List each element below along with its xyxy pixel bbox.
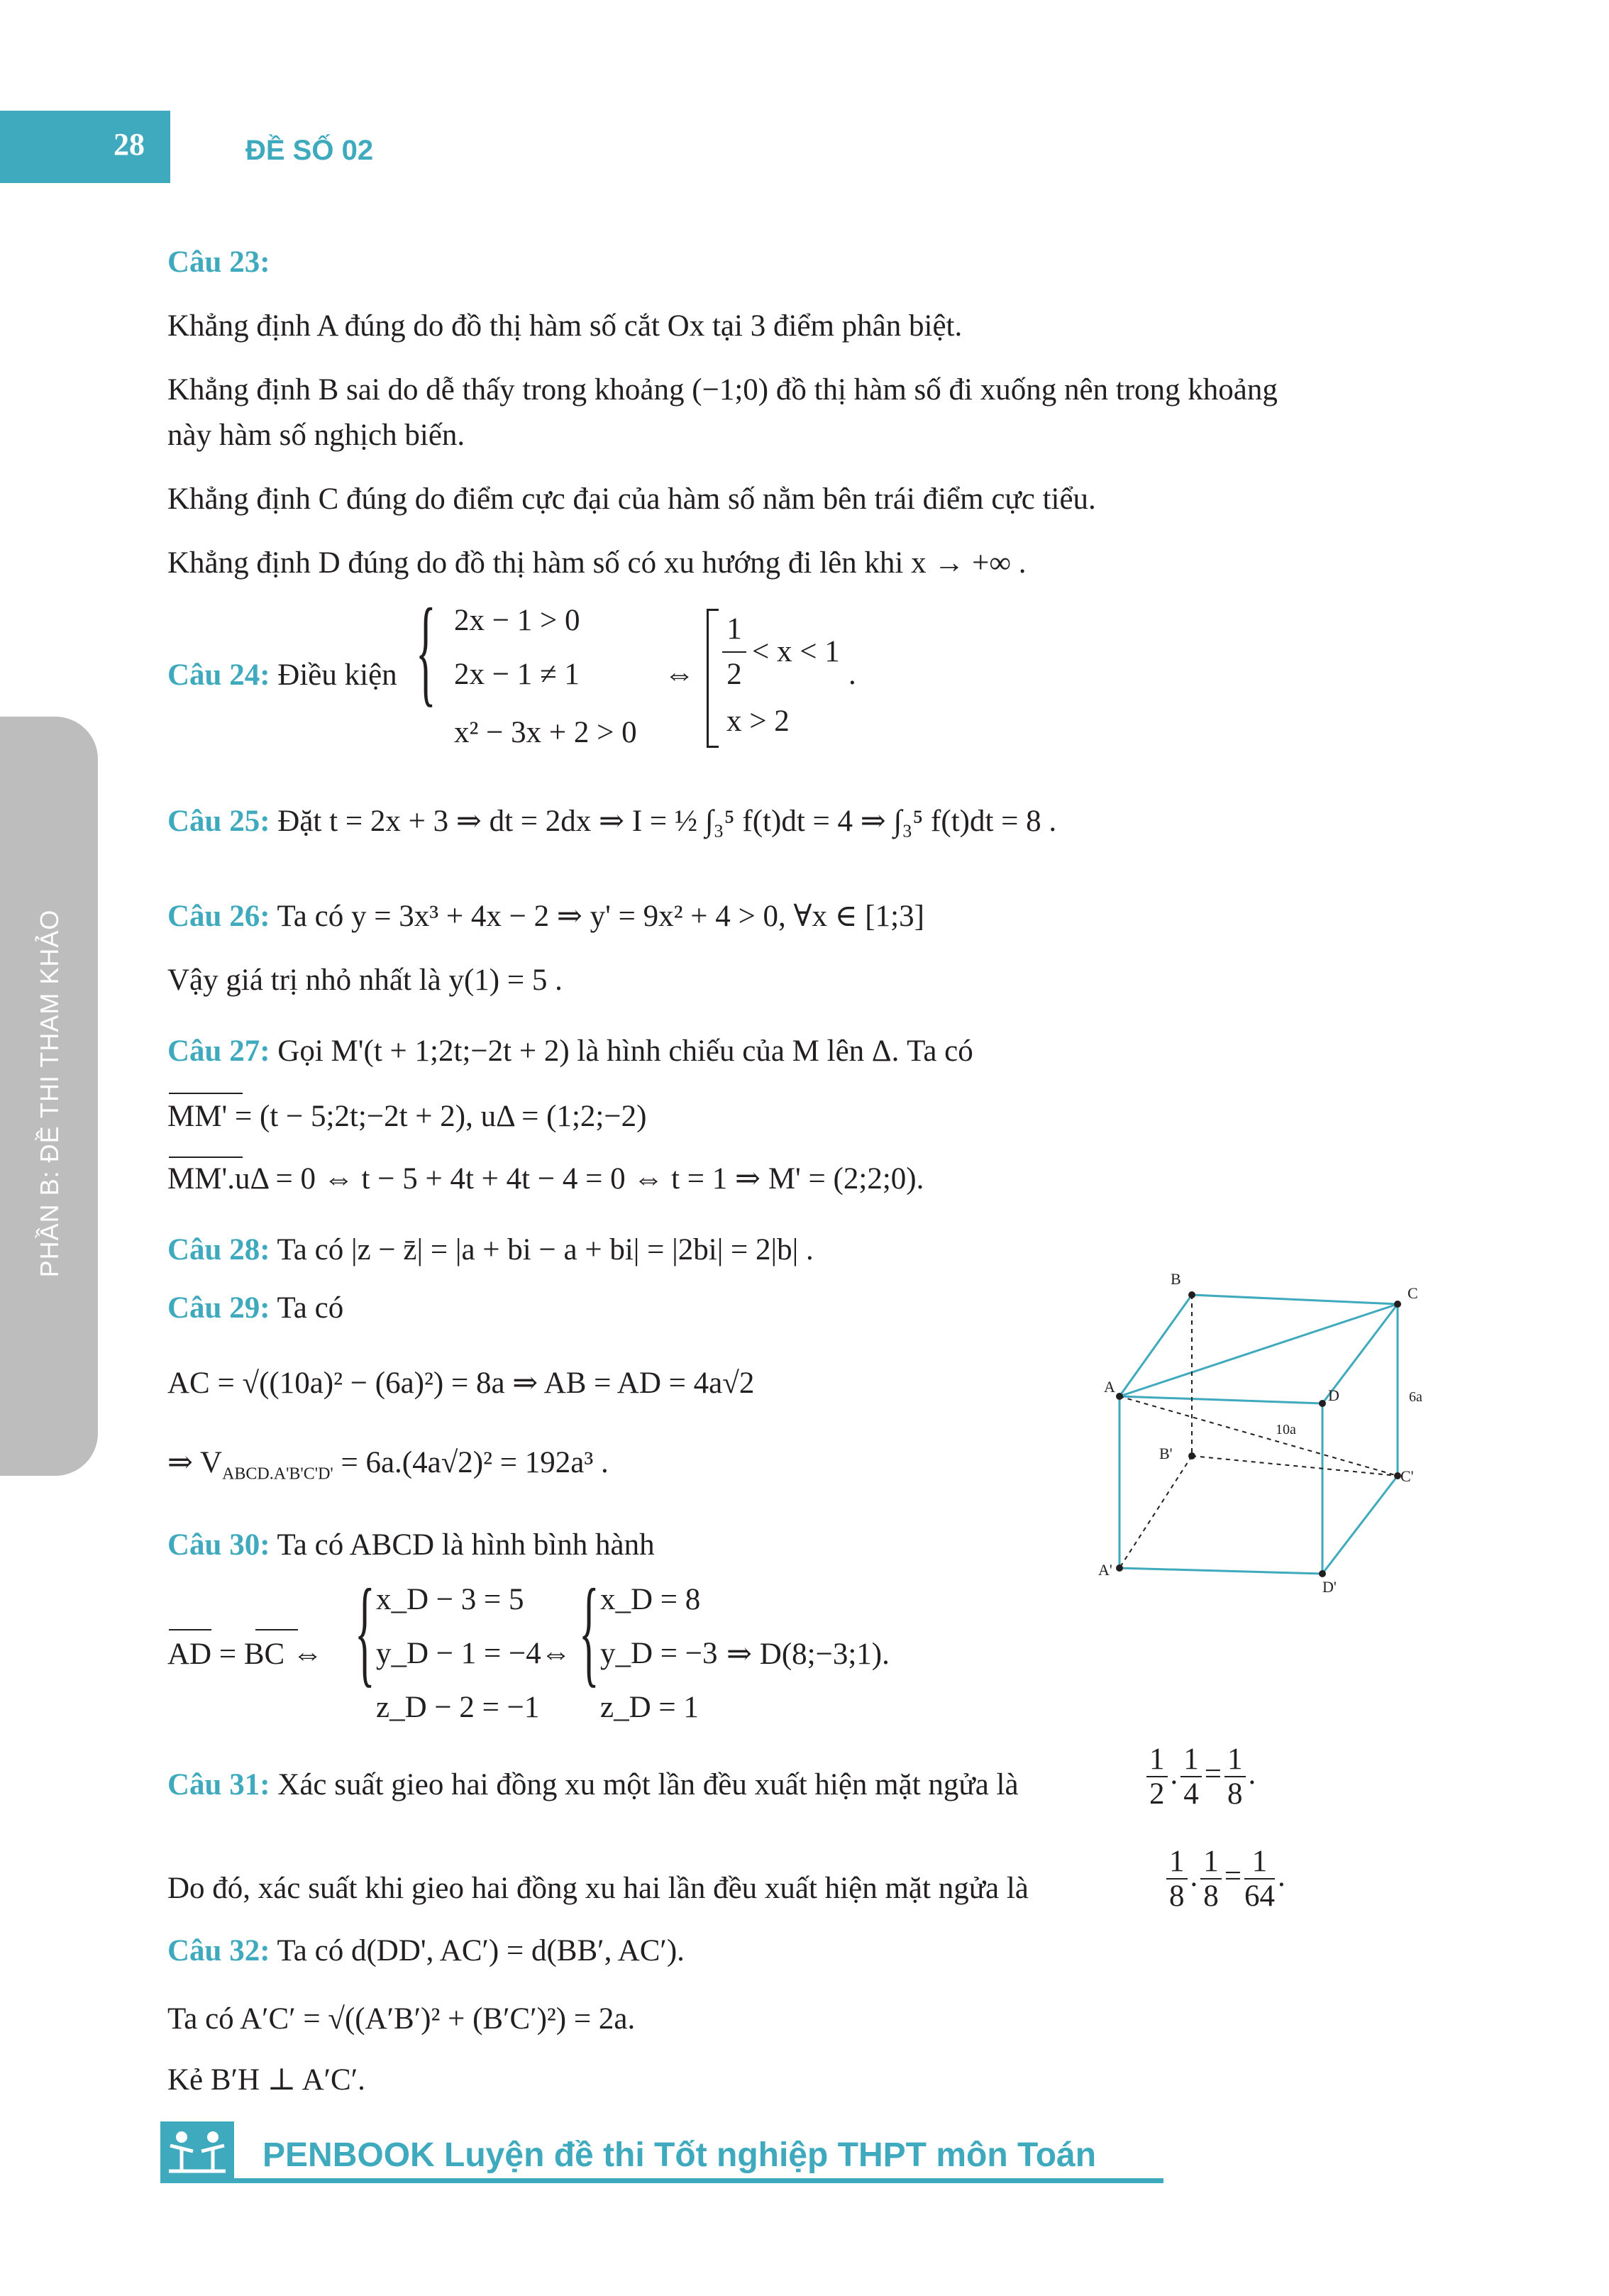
section-title: ĐỀ SỐ 02: [245, 135, 374, 166]
q31-label: Câu 31:: [167, 1768, 270, 1801]
q26-line: [167, 898, 924, 935]
q27-line: [167, 1033, 973, 1070]
q30-sys2-row3: z_D = 1: [600, 1691, 699, 1724]
label-D: D: [1328, 1386, 1339, 1404]
q26-line2: Vậy giá trị nhỏ nhất là y(1) = 5 .: [167, 964, 563, 997]
q30-result: ⇒ D(8;−3;1).: [726, 1638, 890, 1671]
q28-line: [167, 1232, 814, 1269]
q24-sys1-row2: 2x − 1 ≠ 1: [454, 658, 580, 691]
page-number: 28: [114, 127, 145, 162]
q30-lhs: AD = BC ⇔: [167, 1638, 323, 1671]
q32-line2: Ta có A′C′ = √((A′B′)² + (B′C′)²) = 2a.: [167, 2002, 636, 2036]
edge-DpCp: [1322, 1476, 1398, 1574]
edge-AD: [1119, 1396, 1322, 1403]
q27-vec-mm-arrow: [169, 1093, 243, 1094]
q23-b2: này hàm số nghịch biến.: [167, 419, 465, 452]
q31-frac6: $\frac{1}{64}$: [1244, 1845, 1276, 1914]
q29-v-sub: ABCD.A'B'C'D': [222, 1464, 333, 1484]
q31-fracs: $\frac{1}{2}$ . $\frac{1}{4}$ = $\frac{1}{8}$ .: [1144, 1743, 1256, 1811]
q32-text: Ta có d(DD', AC′) = d(BB′, AC′).: [277, 1934, 685, 1967]
q30-sys1-row2: y_D − 1 = −4: [376, 1637, 541, 1670]
q29-v-rest: = 6a.(4a√2)² = 192a³ .: [333, 1446, 609, 1479]
footer-logo-box: [160, 2121, 234, 2181]
q24-bracket: [707, 609, 719, 748]
q23-label: Câu 23:: [167, 245, 270, 279]
q24-equiv: ⇔: [664, 658, 695, 691]
edge-AB: [1119, 1295, 1192, 1396]
q23-a: Khẳng định A đúng do đồ thị hàm số cắt Ox tại 3 điểm phân biệt.: [167, 309, 963, 343]
q24-frac-den: 2: [726, 658, 742, 691]
q29-line2: AC = √((10a)² − (6a)²) = 8a ⇒ AB = AD = 4a√2: [167, 1367, 755, 1400]
q24-sys1-row3: x² − 3x + 2 > 0: [454, 716, 637, 749]
q29-line3: [167, 1445, 609, 1484]
q31-frac5: $\frac{1}{8}$: [1200, 1845, 1222, 1914]
q31-frac4: $\frac{1}{8}$: [1166, 1845, 1188, 1914]
q32-label: Câu 32:: [167, 1934, 270, 1967]
q30-text: Ta có ABCD là hình bình hành: [277, 1528, 655, 1562]
q30-vec-bc: [255, 1629, 298, 1630]
label-10a: 10a: [1276, 1422, 1296, 1437]
q30-sys1-row1: x_D − 3 = 5: [376, 1583, 524, 1616]
q23-c: Khẳng định C đúng do điểm cực đại của hàm số nằm bên trái điểm cực tiểu.: [167, 482, 1096, 516]
label-Bp: B': [1159, 1445, 1173, 1462]
edge-BC: [1192, 1295, 1398, 1304]
hidden-edge-BpAp: [1119, 1456, 1192, 1568]
q25-text: Đặt t = 2x + 3 ⇒ dt = 2dx ⇒ I = ½ ∫₃⁵ f(t)dt = 4 ⇒ ∫₃⁵ f(t)dt = 8 .: [277, 805, 1057, 838]
q27-line3: MM'.uΔ = 0 ⇔ t − 5 + 4t + 4t − 4 = 0 ⇔ t = 1 ⇒ M' = (2;2;0).: [167, 1162, 924, 1196]
q30-mid: ⇔: [541, 1637, 571, 1670]
q23-label-line: [167, 244, 270, 281]
q31-fracs-2: $\frac{1}{8}$ . $\frac{1}{8}$ = $\frac{1}{64}$ .: [1163, 1845, 1285, 1914]
side-tab-text: PHẦN B: ĐỀ THI THAM KHẢO: [35, 909, 64, 1278]
q23-d: Khẳng định D đúng do đồ thị hàm số có xu hướng đi lên khi x → +∞ .: [167, 546, 1027, 580]
label-Cp: C': [1400, 1467, 1414, 1485]
q28-text: Ta có |z − z̄| = |a + bi − a + bi| = |2bi| = 2|b| .: [277, 1233, 814, 1266]
q27-text: Gọi M'(t + 1;2t;−2t + 2) là hình chiếu của M lên Δ. Ta có: [277, 1034, 973, 1068]
q27-label: Câu 27:: [167, 1034, 270, 1068]
page-number-box: [0, 111, 170, 183]
q24-frac-num: 1: [726, 612, 742, 646]
q26-label: Câu 26:: [167, 900, 270, 933]
q27-vec-mm-arrow-2: [169, 1157, 243, 1158]
label-B: B: [1171, 1270, 1181, 1288]
q30-sys1-row3: z_D − 2 = −1: [376, 1691, 540, 1724]
q29-text: Ta có: [277, 1291, 344, 1325]
q24-end: .: [848, 658, 856, 691]
q24-frac-bar: [722, 651, 746, 653]
q32-line: [167, 1933, 685, 1970]
penbook-logo-icon: [160, 2121, 234, 2181]
q30-brace-1: {: [355, 1564, 375, 1698]
cuboid-figure: [1085, 1263, 1454, 1596]
label-Dp: D': [1322, 1578, 1337, 1596]
footer-text: PENBOOK Luyện đề thi Tốt nghiệp THPT môn Toán: [262, 2136, 1097, 2174]
q26-text: Ta có y = 3x³ + 4x − 2 ⇒ y' = 9x² + 4 > 0, ∀x ∈ [1;3]: [277, 900, 924, 933]
q25-line: [167, 803, 1056, 840]
label-Ap: A': [1098, 1561, 1112, 1579]
label-C: C: [1408, 1284, 1418, 1302]
q31-frac2: $\frac{1}{4}$: [1181, 1743, 1202, 1811]
label-6a: 6a: [1409, 1389, 1422, 1405]
q29-label: Câu 29:: [167, 1291, 270, 1325]
q31-frac1: $\frac{1}{2}$: [1146, 1743, 1168, 1811]
q30-sys2-row1: x_D = 8: [600, 1583, 701, 1616]
q24-label: Câu 24:: [167, 658, 270, 692]
q30-vec-ad: [169, 1629, 211, 1630]
q23-b1: Khẳng định B sai do dễ thấy trong khoảng (−1;0) đồ thị hàm số đi xuống nên trong khoảng: [167, 373, 1278, 407]
label-A: A: [1104, 1378, 1115, 1396]
q30-line: [167, 1527, 655, 1564]
q29-v: ⇒ V: [167, 1446, 223, 1479]
hidden-edge-BpCp: [1192, 1456, 1398, 1476]
edge-ApDp: [1119, 1568, 1322, 1574]
hidden-diagonal-ACp: [1119, 1396, 1398, 1476]
q30-brace-2: {: [579, 1564, 599, 1698]
q25-label: Câu 25:: [167, 805, 270, 838]
q29-line: [167, 1290, 343, 1327]
footer-bar: [160, 2178, 1163, 2183]
q27-line2: MM' = (t − 5;2t;−2t + 2), uΔ = (1;2;−2): [167, 1100, 647, 1133]
q31-line2: Do đó, xác suất khi gieo hai đồng xu hai lần đều xuất hiện mặt ngửa là: [167, 1872, 1029, 1905]
diagonal-AC: [1119, 1304, 1398, 1396]
q30-label: Câu 30:: [167, 1528, 270, 1562]
q30-sys2-row2: y_D = −3: [600, 1637, 718, 1670]
q24-sys1-row1: 2x − 1 > 0: [454, 604, 580, 637]
q24-sys2-a: < x < 1: [752, 635, 840, 668]
q24-text: Điều kiện: [277, 658, 397, 692]
q28-label: Câu 28:: [167, 1233, 270, 1266]
q32-line3: Kẻ B′H ⊥ A′C′.: [167, 2063, 365, 2097]
q24-sys2-b: x > 2: [726, 705, 790, 738]
q24-brace-1: {: [416, 584, 436, 717]
q31-line: [167, 1767, 1019, 1804]
q24-line: [167, 657, 397, 694]
q31-frac3: $\frac{1}{8}$: [1224, 1743, 1246, 1811]
q31-text: Xác suất gieo hai đồng xu một lần đều xuất hiện mặt ngửa là: [277, 1768, 1019, 1801]
